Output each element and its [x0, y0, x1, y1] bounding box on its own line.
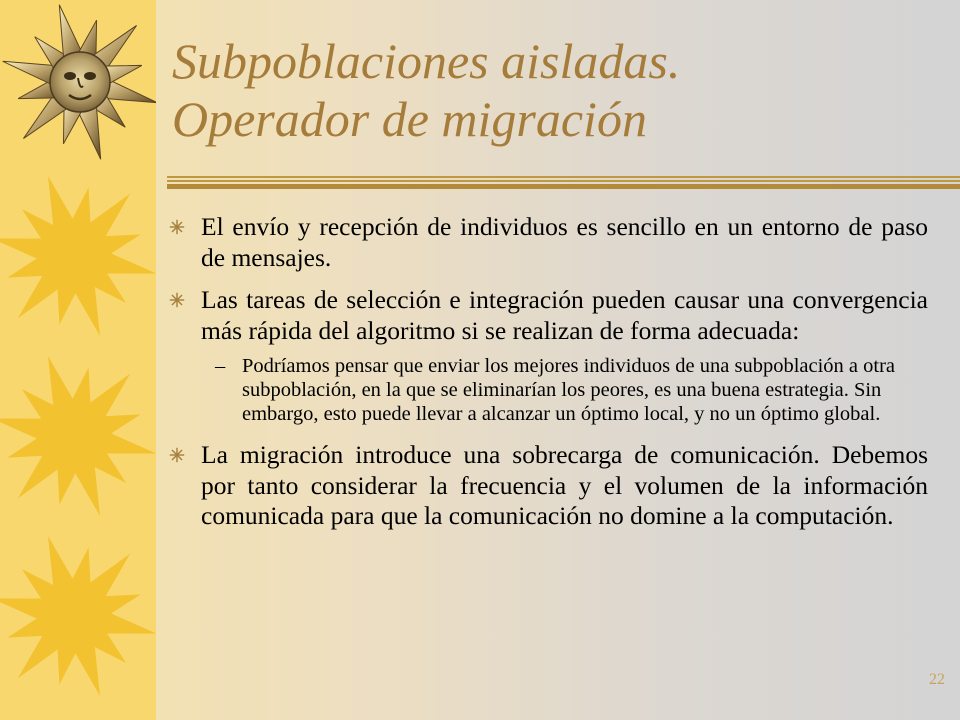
star-bullet-icon	[168, 218, 186, 236]
sun-4-core	[40, 582, 108, 650]
slide-title	[172, 32, 932, 148]
star-bullet-icon	[168, 446, 186, 464]
sub-bullet-1	[168, 354, 928, 426]
sun-face-left-eye	[64, 72, 76, 80]
sun-decoration	[0, 0, 156, 720]
slide-content	[168, 212, 928, 544]
star-bullet-icon	[168, 291, 186, 309]
bullet-3	[168, 440, 928, 532]
sun-sidebar	[0, 0, 156, 720]
sun-2-core	[40, 222, 108, 290]
title-divider	[167, 176, 960, 192]
sub-bullet-1-text: Podríamos pensar que enviar los mejores individuos de una subpoblación a otra subpoblación, en la que se eliminarían los peores, es una buena estrategia. Sin embargo, esto puede llevar a alcanzar un óptimo local, y no un óptimo global.	[242, 355, 896, 425]
bullet-2-text: Las tareas de selección e integración pueden causar una convergencia más rápida del algoritmo si se realizan de forma adecuada:	[201, 285, 928, 345]
sun-3-core	[40, 402, 108, 470]
bullet-1-text: El envío y recepción de individuos es sencillo en un entorno de paso de mensajes.	[201, 212, 928, 272]
page-number: 22	[929, 671, 945, 688]
bullet-2	[168, 285, 928, 346]
sun-face-right-eye	[84, 72, 96, 80]
bullet-3-text: La migración introduce una sobrecarga de comunicación. Debemos por tanto considerar la frecuencia y el volumen de la información comunicada para que la comunicación no domine a la computación.	[201, 440, 928, 530]
sun-face-icon	[50, 52, 110, 112]
title-line-2: Operador de migración	[172, 91, 647, 147]
bullet-1	[168, 212, 928, 273]
sub-bullet-marker: –	[215, 355, 226, 377]
title-line-1: Subpoblaciones aisladas.	[172, 33, 681, 89]
